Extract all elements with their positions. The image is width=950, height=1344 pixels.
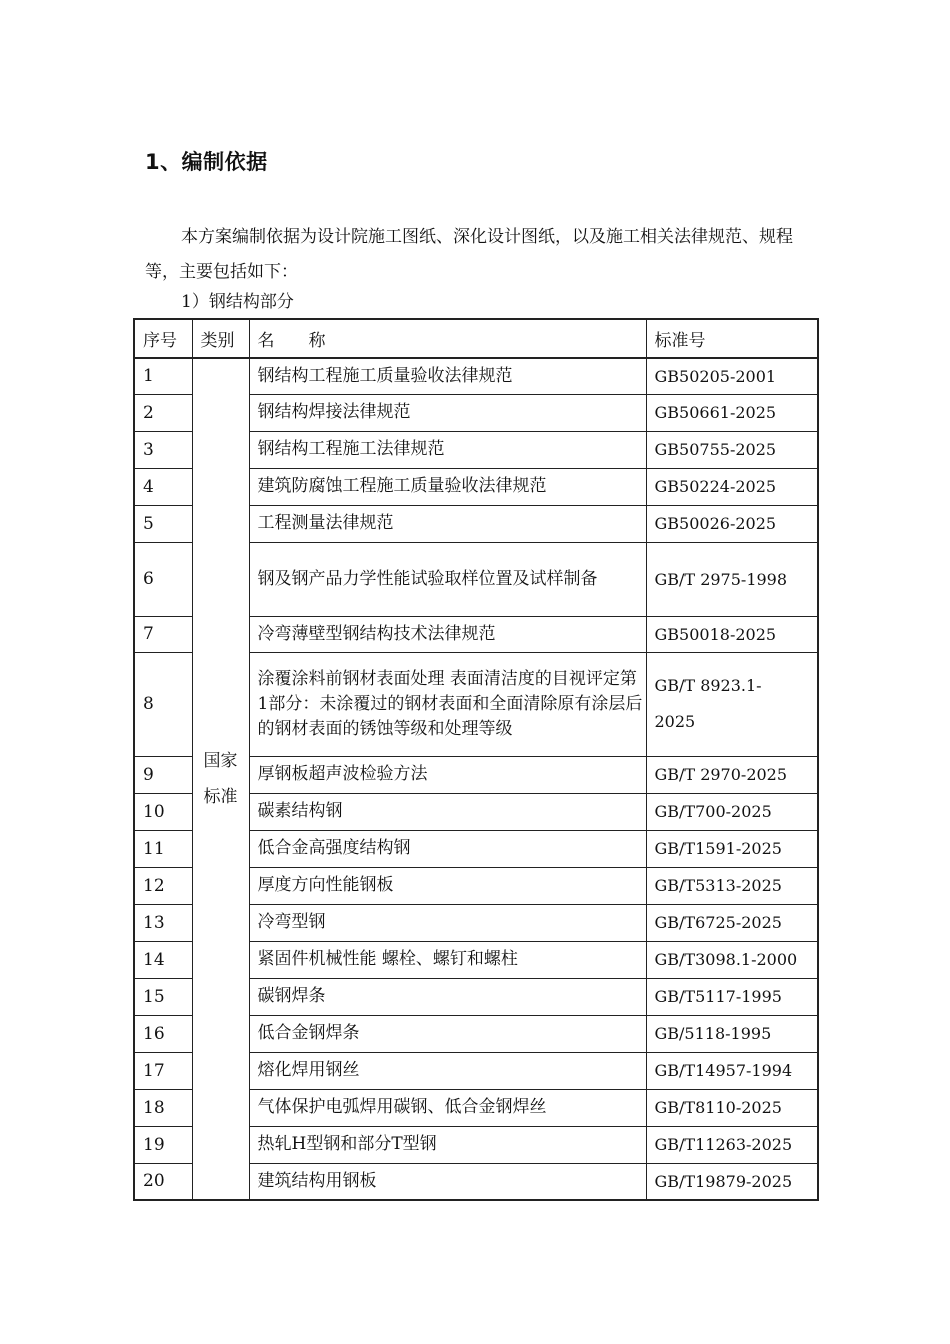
standard-name: 厚度方向性能钢板: [249, 867, 646, 904]
standard-code: GB/T19879-2025: [646, 1163, 818, 1200]
standard-name: 钢结构工程施工质量验收法律规范: [249, 358, 646, 394]
standard-code: GB50661-2025: [646, 394, 818, 431]
standard-name: 热轧H型钢和部分T型钢: [249, 1126, 646, 1163]
row-number: 5: [134, 505, 192, 542]
row-number: 8: [134, 652, 192, 756]
header-category: 类别: [192, 319, 249, 358]
category-label-line2: 标准: [203, 787, 238, 807]
standard-code: GB/T 8923.1-2025: [646, 652, 818, 756]
category-cell: [192, 358, 249, 1200]
row-number: 14: [134, 941, 192, 978]
row-number: 1: [134, 358, 192, 394]
standard-name: 碳素结构钢: [249, 793, 646, 830]
row-number: 18: [134, 1089, 192, 1126]
row-number: 4: [134, 468, 192, 505]
row-number: 20: [134, 1163, 192, 1200]
standard-code: GB50205-2001: [646, 358, 818, 394]
subsection-heading: 1）钢结构部分: [181, 292, 294, 312]
standard-code: GB50224-2025: [646, 468, 818, 505]
standard-name: 厚钢板超声波检验方法: [249, 756, 646, 793]
standard-code: GB/T11263-2025: [646, 1126, 818, 1163]
row-number: 11: [134, 830, 192, 867]
standard-code: GB/T 2975-1998: [646, 542, 818, 616]
standard-name: 钢结构焊接法律规范: [249, 394, 646, 431]
row-number: 6: [134, 542, 192, 616]
row-number: 19: [134, 1126, 192, 1163]
standard-code: GB/T 2970-2025: [646, 756, 818, 793]
row-number: 13: [134, 904, 192, 941]
standard-name: 建筑防腐蚀工程施工质量验收法律规范: [249, 468, 646, 505]
row-number: 2: [134, 394, 192, 431]
standard-name: 冷弯型钢: [249, 904, 646, 941]
standard-name: 工程测量法律规范: [249, 505, 646, 542]
row-number: 3: [134, 431, 192, 468]
row-number: 15: [134, 978, 192, 1015]
standard-name: 低合金高强度结构钢: [249, 830, 646, 867]
standard-name: 气体保护电弧焊用碳钢、低合金钢焊丝: [249, 1089, 646, 1126]
category-label-line1: 国家: [203, 751, 238, 771]
header-standard: 标准号: [646, 319, 818, 358]
standard-name: 低合金钢焊条: [249, 1015, 646, 1052]
header-no: 序号: [134, 319, 192, 358]
row-number: 16: [134, 1015, 192, 1052]
standards-table: [133, 318, 819, 1201]
standard-code: GB50018-2025: [646, 616, 818, 652]
standard-code: GB/T8110-2025: [646, 1089, 818, 1126]
standard-code: GB/T5117-1995: [646, 978, 818, 1015]
standard-code: GB/T700-2025: [646, 793, 818, 830]
table-row: [134, 358, 818, 394]
standard-code: GB/T6725-2025: [646, 904, 818, 941]
standard-code: GB50755-2025: [646, 431, 818, 468]
standard-code: GB/T5313-2025: [646, 867, 818, 904]
row-number: 12: [134, 867, 192, 904]
standard-name: 钢结构工程施工法律规范: [249, 431, 646, 468]
header-name: 名 称: [249, 319, 646, 358]
table-header-row: [134, 319, 818, 358]
standard-code: GB/5118-1995: [646, 1015, 818, 1052]
intro-paragraph: 本方案编制依据为设计院施工图纸、深化设计图纸，以及施工相关法律规范、规程等，主要包括如下：: [145, 227, 793, 282]
table-body: [134, 358, 818, 1200]
standard-code: GB50026-2025: [646, 505, 818, 542]
standard-name: 冷弯薄壁型钢结构技术法律规范: [249, 616, 646, 652]
row-number: 9: [134, 756, 192, 793]
standard-name: 紧固件机械性能 螺栓、螺钉和螺柱: [249, 941, 646, 978]
standard-code: GB/T1591-2025: [646, 830, 818, 867]
row-number: 10: [134, 793, 192, 830]
standard-name: 碳钢焊条: [249, 978, 646, 1015]
standard-code: GB/T14957-1994: [646, 1052, 818, 1089]
standard-code: GB/T3098.1-2000: [646, 941, 818, 978]
standard-name: 钢及钢产品力学性能试验取样位置及试样制备: [249, 542, 646, 616]
section-heading: 1、编制依据: [145, 150, 268, 174]
row-number: 17: [134, 1052, 192, 1089]
standard-name: 涂覆涂料前钢材表面处理 表面清洁度的目视评定第1部分：未涂覆过的钢材表面和全面清除原有涂层后的钢材表面的锈蚀等级和处理等级: [249, 652, 646, 756]
row-number: 7: [134, 616, 192, 652]
standard-name: 熔化焊用钢丝: [249, 1052, 646, 1089]
standard-name: 建筑结构用钢板: [249, 1163, 646, 1200]
